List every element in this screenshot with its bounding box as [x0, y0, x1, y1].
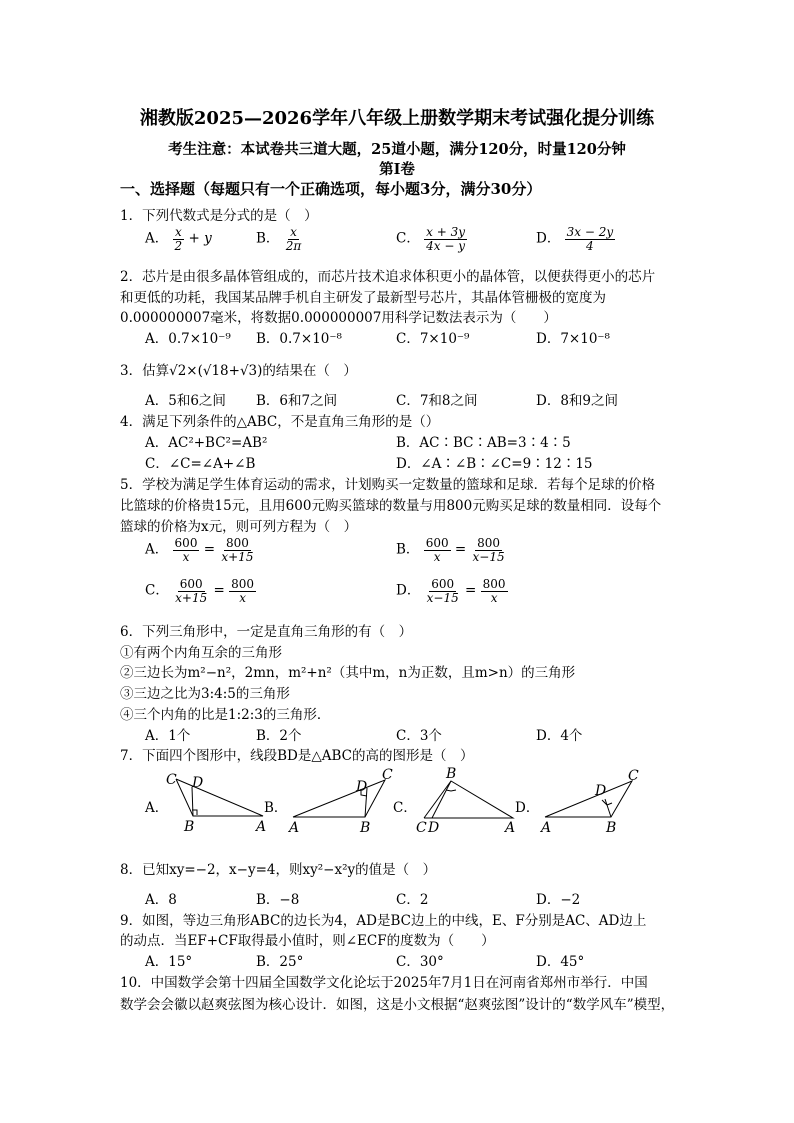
- question-9-line-1: 9．如图，等边三角形ABC的边长为4，AD是BC边上的中线，E、F分别是AC、AD边上: [120, 913, 647, 929]
- figure-c: [424, 781, 513, 818]
- section-heading: 一、选择题（每题只有一个正确选项，每小题3分，满分30分）: [120, 180, 542, 198]
- figure-d-triangle: [545, 781, 632, 817]
- question-4-stem: 4．满足下列条件的△ABC，不是直角三角形的是（）: [120, 414, 440, 430]
- q8-option-a: A．8: [145, 892, 177, 908]
- figure-c-triangle: [424, 781, 513, 818]
- exam-notice: 考生注意：本试卷共三道大题，25道小题，满分120分，时量120分钟: [168, 141, 626, 158]
- q2-option-a: A．0.7×10⁻⁹: [145, 331, 231, 347]
- q1-option-a: A． $\frac{x}{2}$ + y: [145, 225, 212, 253]
- figure-c-right-angle-mark: [446, 790, 456, 791]
- fig-d-label-c: C: [628, 768, 639, 784]
- q5-option-a: A． $\frac{600}{x}$ = $\frac{800}{x+15}$: [145, 536, 254, 564]
- fig-d-label-a: A: [541, 820, 552, 836]
- fig-c-label-a: A: [505, 820, 516, 836]
- question-2-line-2: 和更低的功耗，我国某品牌手机自主研发了最新型号芯片，其晶体管栅极的宽度为: [120, 290, 606, 306]
- figure-c-segment-bd: [432, 781, 451, 818]
- question-1-stem: 1．下列代数式是分式的是（ ）: [120, 208, 318, 224]
- question-8-stem: 8．已知xy=−2，x−y=4，则xy²−x²y的值是（ ）: [120, 862, 437, 878]
- q4-option-b: B．AC∶BC∶AB=3∶4∶5: [396, 435, 571, 451]
- q7-option-d: D．: [515, 800, 540, 816]
- q2-option-c: C．7×10⁻⁹: [396, 331, 470, 347]
- q2-option-d: D．7×10⁻⁸: [536, 331, 610, 347]
- question-10-line-1: 10．中国数学会第十四届全国数学文化论坛于2025年7月1日在河南省郑州市举行．中国: [120, 975, 648, 991]
- figure-d: [545, 781, 632, 817]
- q9-option-d: D．45°: [536, 954, 585, 970]
- question-2-line-3: 0.000000007毫米，将数据0.000000007用科学记数法表示为（ ）: [120, 310, 557, 326]
- question-6-stem: 6．下列三角形中，一定是直角三角形的有（ ）: [120, 624, 413, 640]
- q5-option-d: D． $\frac{600}{x-15}$ = $\frac{800}{x}$: [396, 577, 506, 605]
- q8-option-b: B．−8: [256, 892, 300, 908]
- fig-a-label-c: C: [166, 772, 177, 788]
- q7-figures: [0, 765, 794, 840]
- q4-option-a: A．AC²+BC²=AB²: [145, 435, 268, 451]
- fig-d-label-d: D: [595, 783, 607, 799]
- q6-option-b: B．2个: [256, 728, 302, 744]
- fig-a-label-b: B: [184, 819, 195, 835]
- q1-option-b: B． $\frac{x}{2\pi}$: [256, 225, 302, 253]
- q5-option-c: C． $\frac{600}{x+15}$ = $\frac{800}{x}$: [145, 577, 255, 605]
- q3-option-b: B．6和7之间: [256, 393, 338, 409]
- q4-option-c: C．∠C=∠A+∠B: [145, 456, 256, 472]
- q5-option-b: B． $\frac{600}{x}$ = $\frac{800}{x-15}$: [396, 536, 505, 564]
- q8-option-d: D．−2: [536, 892, 581, 908]
- figure-b: [293, 780, 385, 817]
- q7-option-c: C．: [393, 800, 417, 816]
- figure-a-segment-bd: [192, 787, 193, 816]
- fig-a-label-a: A: [256, 819, 267, 835]
- figure-b-triangle: [293, 780, 385, 817]
- fig-b-label-a: A: [289, 820, 300, 836]
- q7-option-a: A．: [145, 800, 169, 816]
- fig-d-label-b: B: [606, 820, 617, 836]
- q6-option-d: D．4个: [536, 728, 583, 744]
- exam-title: 湘教版2025—2026学年八年级上册数学期末考试强化提分训练: [139, 108, 655, 129]
- question-3-stem: 3．估算√2×(√18+√3)的结果在（ ）: [120, 363, 357, 379]
- q6-option-c: C．3个: [396, 728, 442, 744]
- figure-d-segment-bd: [605, 799, 611, 817]
- q9-option-c: C．30°: [396, 954, 444, 970]
- question-5-line-2: 比篮球的价格贵15元，且用600元购买篮球的数量与用800元购买足球的数量相同．设每个: [120, 498, 662, 514]
- q6-item-3: ③三边之比为3:4:5的三角形: [120, 686, 290, 702]
- q6-item-4: ④三个内角的比是1:2:3的三角形．: [120, 707, 331, 723]
- q4-option-d: D．∠A∶∠B∶∠C=9∶12∶15: [396, 456, 593, 472]
- q2-option-b: B．0.7×10⁻⁸: [256, 331, 342, 347]
- question-5-line-1: 5．学校为满足学生体育运动的需求，计划购买一定数量的篮球和足球．若每个足球的价格: [120, 477, 656, 493]
- fig-c-label-d: D: [428, 820, 440, 836]
- q6-item-1: ①有两个内角互余的三角形: [120, 645, 282, 661]
- question-2-line-1: 2．芯片是由很多晶体管组成的，而芯片技术追求体积更小的晶体管，以便获得更小的芯片: [120, 269, 656, 285]
- q3-option-a: A．5和6之间: [145, 393, 226, 409]
- fig-a-label-d: D: [192, 775, 204, 791]
- figure-a-triangle: [176, 779, 263, 816]
- q3-option-c: C．7和8之间: [396, 393, 478, 409]
- question-7-stem: 7．下面四个图形中，线段BD是△ABC的高的图形是（ ）: [120, 748, 474, 764]
- q6-item-2: ②三边长为m²−n²，2mn，m²+n²（其中m，n为正数，且m>n）的三角形: [120, 665, 576, 681]
- fig-c-label-b: B: [446, 766, 457, 782]
- question-9-line-2: 的动点．当EF+CF取得最小值时，则∠ECF的度数为（ ）: [120, 933, 495, 949]
- question-10-line-2: 数学会会徽以赵爽弦图为核心设计．如图，这是小文根据“赵爽弦图”设计的“数学风车”模型，: [120, 997, 675, 1013]
- q3-option-d: D．8和9之间: [536, 393, 619, 409]
- q6-option-a: A．1个: [145, 728, 191, 744]
- q1-option-c: C． $\frac{x + 3y}{4x - y}$: [396, 225, 466, 253]
- q9-option-b: B．25°: [256, 954, 304, 970]
- q7-option-b: B．: [264, 800, 288, 816]
- figure-a: [176, 779, 263, 816]
- fig-b-label-b: B: [360, 820, 371, 836]
- fig-b-label-c: C: [382, 767, 393, 783]
- q9-option-a: A．15°: [145, 954, 193, 970]
- fig-c-label-c: C: [416, 820, 427, 836]
- q1-option-d: D． $\frac{3x - 2y}{4}$: [536, 225, 614, 253]
- volume-heading: 第Ⅰ卷: [379, 161, 415, 178]
- question-5-line-3: 篮球的价格为x元，则可列方程为（ ）: [120, 519, 358, 535]
- fig-b-label-d: D: [356, 779, 368, 795]
- q8-option-c: C．2: [396, 892, 429, 908]
